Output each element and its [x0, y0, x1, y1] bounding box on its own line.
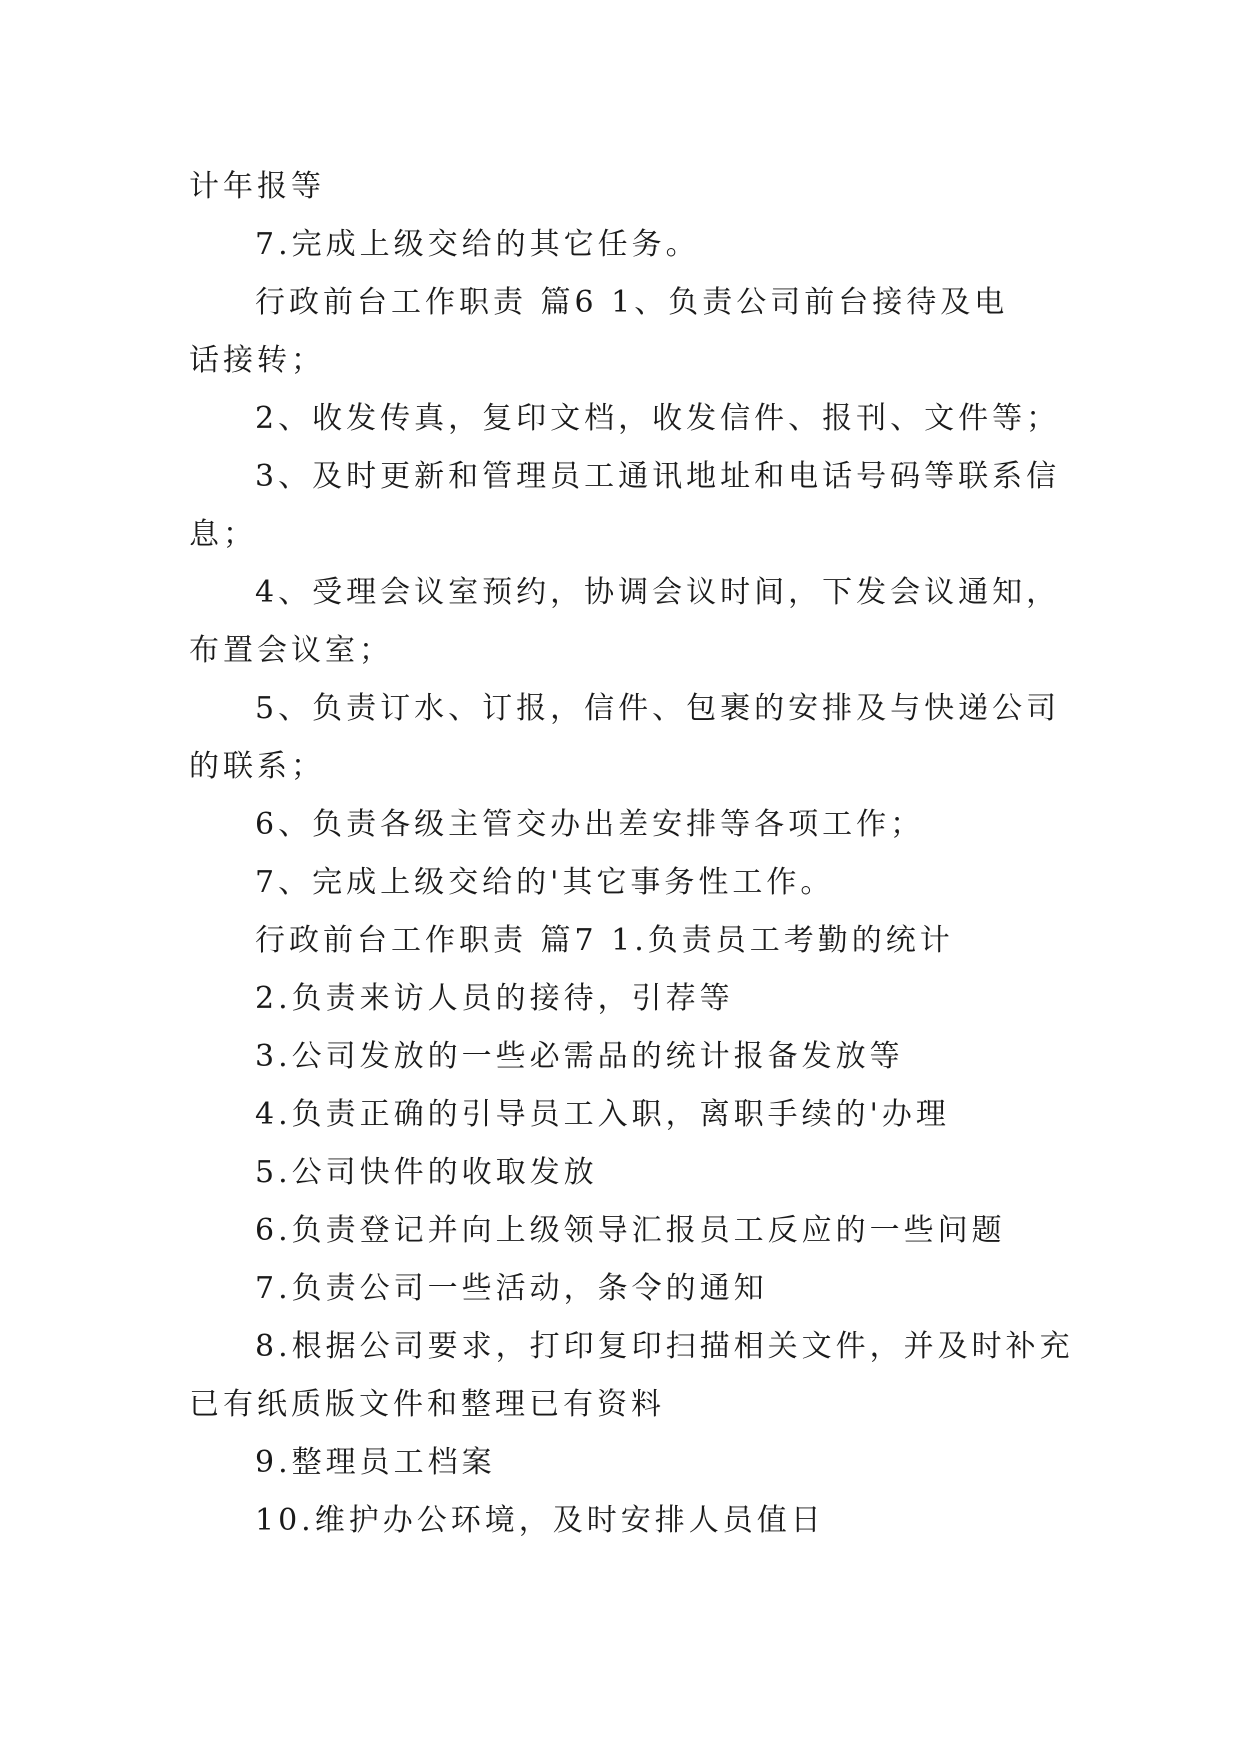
- text-line: 7.完成上级交给的其它任务。: [255, 227, 700, 262]
- text-line: 的联系；: [189, 749, 325, 784]
- text-line: 7.负责公司一些活动，条令的通知: [255, 1271, 768, 1306]
- text-line: 9.整理员工档案: [255, 1445, 496, 1480]
- text-line: 行政前台工作职责 篇6 1、负责公司前台接待及电: [255, 285, 1009, 320]
- text-line: 6、负责各级主管交办出差安排等各项工作；: [255, 807, 925, 842]
- text-line: 8.根据公司要求，打印复印扫描相关文件，并及时补充: [255, 1329, 1074, 1364]
- text-line: 2、收发传真，复印文档，收发信件、报刊、文件等；: [255, 401, 1061, 436]
- text-line: 2.负责来访人员的接待，引荐等: [255, 981, 734, 1016]
- text-line: 6.负责登记并向上级领导汇报员工反应的一些问题: [255, 1213, 1006, 1248]
- text-line: 已有纸质版文件和整理已有资料: [189, 1387, 665, 1422]
- text-line: 7、完成上级交给的'其它事务性工作。: [255, 865, 835, 900]
- text-line: 3.公司发放的一些必需品的统计报备发放等: [255, 1039, 904, 1074]
- text-line: 5.公司快件的收取发放: [255, 1155, 598, 1190]
- document-body: [189, 158, 1074, 1550]
- text-line: 布置会议室；: [189, 633, 393, 668]
- text-line: 话接转；: [189, 343, 325, 378]
- text-line: 10.维护办公环境，及时安排人员值日: [255, 1503, 825, 1538]
- text-line: 5、负责订水、订报，信件、包裹的安排及与快递公司: [255, 691, 1061, 726]
- text-line: 计年报等: [189, 169, 325, 204]
- text-line: 4.负责正确的引导员工入职，离职手续的'办理: [255, 1097, 950, 1132]
- text-line: 息；: [189, 517, 257, 552]
- text-line: 3、及时更新和管理员工通讯地址和电话号码等联系信: [255, 459, 1061, 494]
- text-line: 4、受理会议室预约，协调会议时间，下发会议通知，: [255, 575, 1061, 610]
- text-line: 行政前台工作职责 篇7 1.负责员工考勤的统计: [255, 923, 954, 958]
